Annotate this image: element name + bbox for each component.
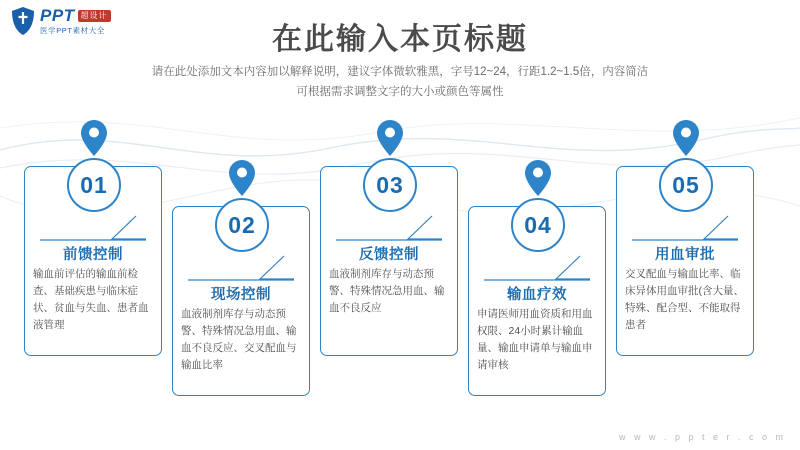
- step-body-05: 交叉配血与输血比率、临床异体用血审批(含大量、特殊、配合型、不能取得患者: [625, 268, 744, 331]
- map-pin-icon: [673, 120, 699, 156]
- map-pin-icon: [81, 120, 107, 156]
- subtitle-line-2: 可根据需求调整文字的大小或颜色等属性: [296, 86, 504, 98]
- logo: [10, 6, 111, 36]
- step-number-05: 05: [659, 158, 713, 212]
- step-body-04: 申请医师用血资质和用血权限、24小时累计输血量、输血申请单与输血申请审核: [477, 308, 593, 371]
- step-body-01: 输血前评估的输血前检查、基础疾患与临床症状、贫血与失血、患者血液管理: [33, 268, 149, 331]
- step-title-05: 用血审批: [655, 247, 715, 263]
- step-number-04: 04: [511, 198, 565, 252]
- step-number-01: 01: [67, 158, 121, 212]
- logo-tagline: 医学PPT素材大全: [40, 26, 105, 35]
- step-title-04: 输血疗效: [507, 287, 567, 303]
- map-pin-icon: [377, 120, 403, 156]
- step-accent-line-02: [188, 255, 294, 281]
- step-accent-line-05: [632, 215, 738, 241]
- logo-badge: 超设计: [78, 10, 111, 22]
- step-accent-line-01: [40, 215, 146, 241]
- step-body-02: 血液制剂库存与动态预警、特殊情况急用血、输血不良反应、交叉配血与输血比率: [181, 308, 297, 371]
- map-pin-icon: [525, 160, 551, 196]
- watermark: w w w . p p t e r . c o m: [618, 432, 786, 442]
- step-accent-line-03: [336, 215, 442, 241]
- step-title-03: 反馈控制: [359, 247, 419, 263]
- step-title-02: 现场控制: [211, 287, 271, 303]
- page-title: 在此输入本页标题: [272, 23, 528, 56]
- step-number-02: 02: [215, 198, 269, 252]
- shield-icon: [10, 6, 36, 36]
- step-title-01: 前馈控制: [63, 247, 123, 263]
- step-accent-line-04: [484, 255, 590, 281]
- map-pin-icon: [229, 160, 255, 196]
- page-subtitle: [0, 62, 800, 102]
- step-number-03: 03: [363, 158, 417, 212]
- subtitle-line-1: 请在此处添加文本内容加以解释说明，建议字体微软雅黑，字号12~24，行距1.2~1.5倍，内容简洁: [151, 66, 649, 78]
- logo-brand: PPT: [40, 6, 75, 25]
- step-body-03: 血液制剂库存与动态预警、特殊情况急用血、输血不良反应: [329, 268, 445, 314]
